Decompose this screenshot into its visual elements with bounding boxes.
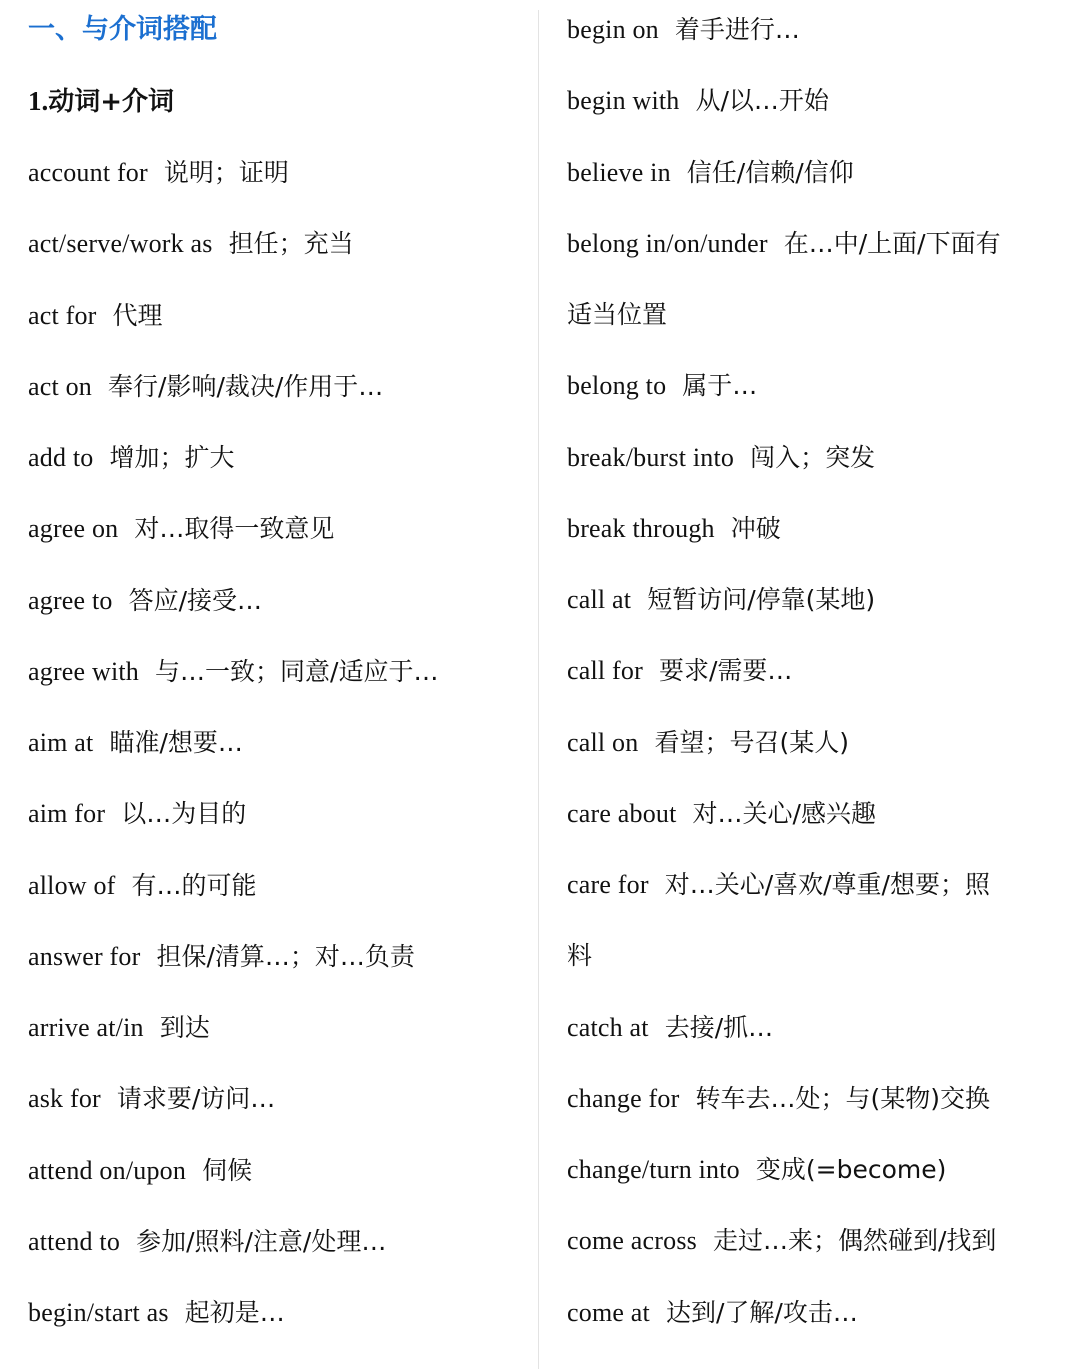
entry-phrase: account for (28, 158, 148, 187)
entry-row (567, 865, 990, 905)
entry-phrase: belong to (567, 371, 667, 401)
entry-meaning: 去接/抓… (664, 1012, 774, 1042)
entry-row (28, 153, 289, 193)
entry-row (567, 1008, 773, 1048)
entry-phrase: ask for (28, 1084, 101, 1114)
entry-row (28, 937, 415, 977)
entry-phrase: aim at (28, 728, 94, 757)
entry-row (28, 652, 438, 692)
entry-phrase: agree with (28, 656, 140, 686)
entry-meaning: 代理 (112, 300, 163, 330)
entry-row (28, 1151, 252, 1191)
entry-meaning: 信任/信赖/信仰 (686, 157, 854, 187)
entry-row (567, 936, 592, 976)
entry-row (28, 866, 257, 906)
entry-meaning: 伺候 (202, 1155, 253, 1185)
entry-meaning: 料 (567, 941, 593, 971)
entry-meaning: 要求/需要… (658, 656, 793, 686)
entry-row (567, 295, 667, 335)
entry-row (28, 581, 262, 621)
subsection-number: 1. (28, 86, 49, 116)
section-heading: 一、与介词搭配 (28, 14, 217, 45)
entry-row (567, 723, 849, 763)
entry-phrase: act/serve/work as (28, 229, 213, 259)
subsection-title: 动词+介词 (48, 87, 175, 117)
entry-meaning: 答应/接受… (128, 585, 263, 615)
entry-meaning: 变成(=become) (755, 1155, 947, 1184)
entry-phrase: change for (567, 1083, 680, 1113)
entry-row (567, 1221, 996, 1261)
entry-phrase: attend to (28, 1226, 121, 1256)
entry-meaning: 到达 (159, 1013, 210, 1042)
subsection-heading (28, 81, 174, 121)
entry-meaning: 请求要/访问… (116, 1084, 276, 1114)
entry-phrase: care about (567, 798, 677, 828)
entry-row (567, 81, 829, 121)
entry-meaning: 担任；充当 (228, 229, 354, 259)
entry-row (28, 1008, 210, 1048)
entry-row (567, 1150, 946, 1190)
entry-meaning: 在…中/上面/下面有 (783, 228, 1001, 258)
entry-row (567, 509, 781, 549)
entry-meaning: 对…关心/感兴趣 (692, 798, 876, 828)
entry-row (28, 224, 354, 264)
entry-meaning: 闯入；突发 (750, 442, 876, 472)
entry-phrase: come across (567, 1226, 697, 1256)
entry-phrase: believe in (567, 157, 671, 187)
entry-meaning: 增加；扩大 (109, 443, 235, 472)
entry-row (567, 153, 854, 193)
entry-phrase: arrive at/in (28, 1013, 144, 1042)
entry-row (28, 438, 234, 478)
entry-row (28, 723, 243, 763)
entry-row (567, 366, 757, 406)
entry-meaning: 属于… (682, 371, 758, 401)
entry-phrase: call on (567, 727, 639, 757)
entry-phrase: call at (567, 585, 632, 614)
entry-phrase: act for (28, 300, 97, 330)
entry-meaning: 担保/清算…；对…负责 (156, 941, 415, 971)
entry-row (28, 794, 246, 834)
entry-row (28, 367, 383, 407)
entry-meaning: 转车去…处；与(某物)交换 (695, 1083, 990, 1113)
entry-row (28, 1293, 285, 1333)
entry-phrase: aim for (28, 799, 106, 829)
entry-phrase: agree to (28, 585, 113, 615)
entry-meaning: 看望；号召(某人) (654, 727, 849, 757)
entry-meaning: 从/以…开始 (695, 86, 829, 116)
entry-phrase: belong in/on/under (567, 228, 768, 258)
entry-meaning: 对…取得一致意见 (134, 514, 335, 544)
entry-phrase: agree on (28, 514, 119, 544)
entry-phrase: care for (567, 870, 649, 899)
entry-meaning: 瞄准/想要… (109, 728, 243, 757)
entry-row (28, 296, 163, 336)
entry-row (567, 580, 875, 620)
entry-meaning: 以…为目的 (121, 799, 247, 829)
entry-meaning: 着手进行… (674, 15, 800, 44)
entry-row (28, 1222, 386, 1262)
entry-meaning: 起初是… (184, 1298, 285, 1327)
entry-phrase: change/turn into (567, 1155, 740, 1184)
entry-phrase: break/burst into (567, 442, 735, 472)
entry-meaning: 对…关心/喜欢/尊重/想要；照 (664, 870, 990, 899)
entry-meaning: 适当位置 (567, 300, 668, 329)
entry-meaning: 说明；证明 (163, 158, 289, 187)
entry-meaning: 短暂访问/停靠(某地) (647, 585, 876, 614)
entry-phrase: come at (567, 1297, 650, 1327)
entry-phrase: call for (567, 656, 643, 686)
entry-row (28, 509, 334, 549)
entry-meaning: 走过…来；偶然碰到/找到 (712, 1226, 997, 1256)
entry-row (567, 224, 1001, 264)
entry-phrase: catch at (567, 1012, 649, 1042)
entry-row (567, 10, 800, 50)
entry-meaning: 与…一致；同意/适应于… (155, 656, 439, 686)
entry-phrase: begin on (567, 15, 659, 44)
entry-meaning: 冲破 (730, 513, 781, 543)
entry-row (567, 1293, 858, 1333)
entry-phrase: allow of (28, 870, 116, 900)
entry-meaning: 有…的可能 (131, 870, 257, 900)
entry-phrase: act on (28, 371, 93, 401)
entry-meaning: 达到/了解/攻击… (665, 1297, 858, 1327)
entry-phrase: begin with (567, 86, 680, 116)
entry-phrase: add to (28, 443, 94, 472)
entry-meaning: 奉行/影响/裁决/作用于… (108, 371, 384, 401)
entry-row (567, 651, 792, 691)
entry-phrase: break through (567, 513, 715, 543)
entry-row (567, 438, 875, 478)
entry-row (28, 1079, 275, 1119)
entry-row (567, 1079, 990, 1119)
entry-row (567, 794, 876, 834)
entry-meaning: 参加/照料/注意/处理… (136, 1226, 387, 1256)
entry-phrase: attend on/upon (28, 1155, 187, 1185)
entry-phrase: answer for (28, 941, 141, 971)
entry-phrase: begin/start as (28, 1298, 169, 1327)
column-divider (538, 10, 539, 1369)
